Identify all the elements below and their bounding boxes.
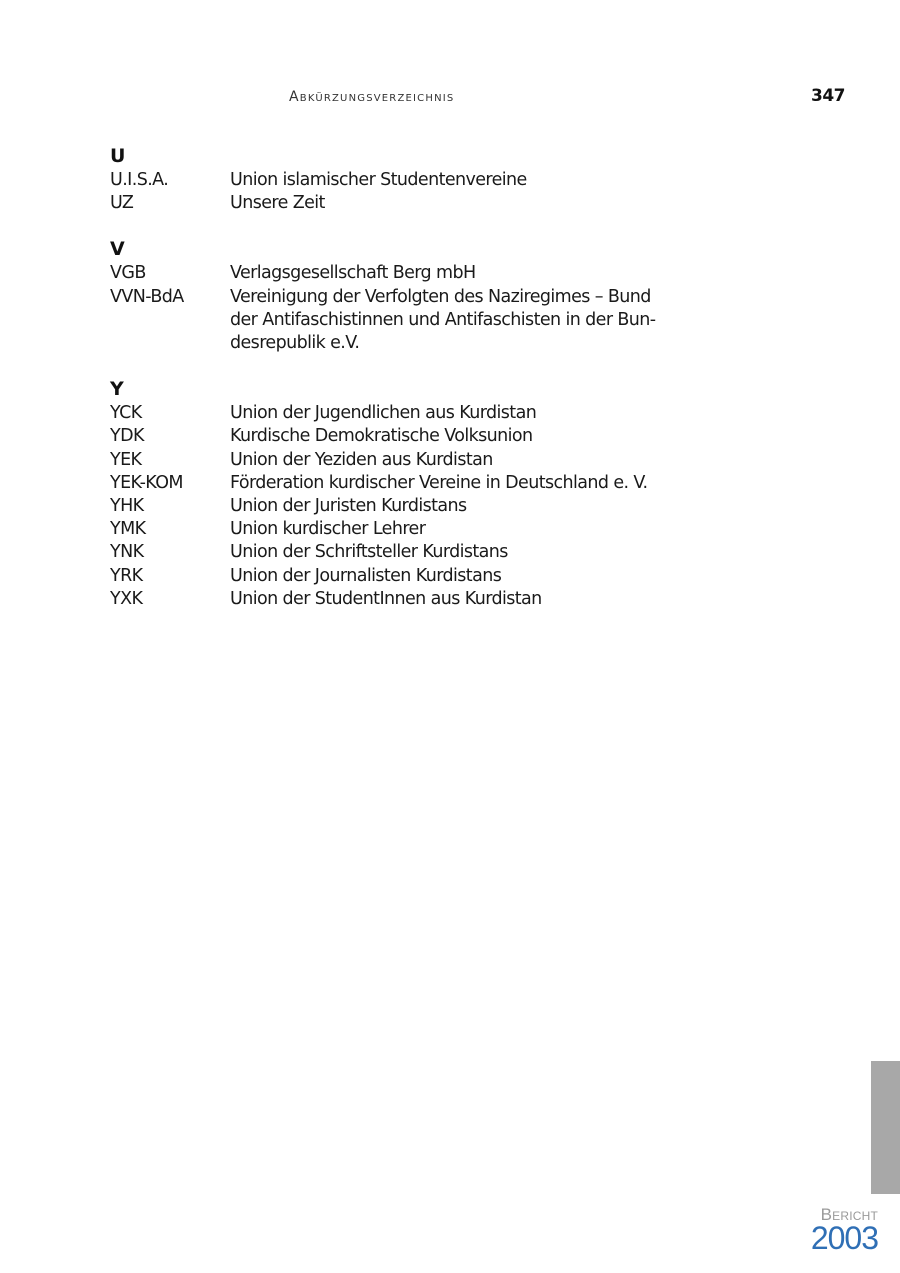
abbreviation: YMK <box>110 519 146 540</box>
definition: Kurdische Demokratische Volksunion <box>230 426 533 447</box>
list-item <box>110 518 690 541</box>
definition: Unsere Zeit <box>230 193 325 214</box>
page-number: 347 <box>811 86 845 106</box>
definition: Union der Journalisten Kurdistans <box>230 565 502 586</box>
definition: Union kurdischer Lehrer <box>230 519 426 540</box>
section-v <box>110 237 690 355</box>
list-item <box>110 472 690 495</box>
definition: Union islamischer Studentenvereine <box>230 170 527 190</box>
definition: Förderation kurdischer Vereine in Deutschland e. V. <box>230 472 648 493</box>
list-item <box>110 425 690 448</box>
list-item <box>110 192 690 215</box>
abbreviation: YNK <box>110 542 144 563</box>
abbreviation: YRK <box>110 565 143 586</box>
abbreviation: U.I.S.A. <box>110 170 169 190</box>
abbreviation: VVN-BdA <box>110 286 184 307</box>
list-item <box>110 449 690 472</box>
section-u <box>110 144 690 215</box>
abbreviation: YXK <box>110 588 143 609</box>
section-letter: V <box>110 238 125 261</box>
abbreviation: YEK <box>110 449 142 470</box>
list-item <box>110 541 690 564</box>
definition: Union der StudentInnen aus Kurdistan <box>230 588 542 609</box>
section-letter: U <box>110 145 126 167</box>
brand-word: Bericht <box>820 1205 878 1224</box>
definition: Verlagsgesellschaft Berg mbH <box>230 263 476 284</box>
abbreviation: YEK-KOM <box>110 472 183 493</box>
section-letter: Y <box>110 378 124 401</box>
definition: Union der Yeziden aus Kurdistan <box>230 449 493 470</box>
list-item <box>110 286 690 356</box>
bericht-2003-logo <box>810 1205 878 1256</box>
brand-year: 2003 <box>810 1220 878 1256</box>
section-y <box>110 377 690 611</box>
list-item <box>110 495 690 518</box>
list-item <box>110 169 690 192</box>
chapter-side-tab <box>871 1061 900 1194</box>
definition: Union der Jugendlichen aus Kurdistan <box>230 403 537 424</box>
abbreviation: YCK <box>110 403 142 424</box>
list-item <box>110 565 690 588</box>
abbreviation: YDK <box>110 426 144 447</box>
abbreviation-list <box>110 144 690 633</box>
running-header: Abkürzungsverzeichnis <box>289 89 455 105</box>
abbreviation: UZ <box>110 193 134 214</box>
list-item <box>110 262 690 285</box>
definition: Union der Juristen Kurdistans <box>230 496 467 517</box>
abbreviation: YHK <box>110 496 144 517</box>
list-item <box>110 588 690 611</box>
definition: Union der Schriftsteller Kurdistans <box>230 542 508 563</box>
definition: Vereinigung der Verfolgten des Naziregimes – Bund der Antifaschistinnen und Antifaschisten in der Bun- desrepublik e.V. <box>230 286 656 354</box>
list-item <box>110 402 690 425</box>
abbreviation: VGB <box>110 263 146 284</box>
